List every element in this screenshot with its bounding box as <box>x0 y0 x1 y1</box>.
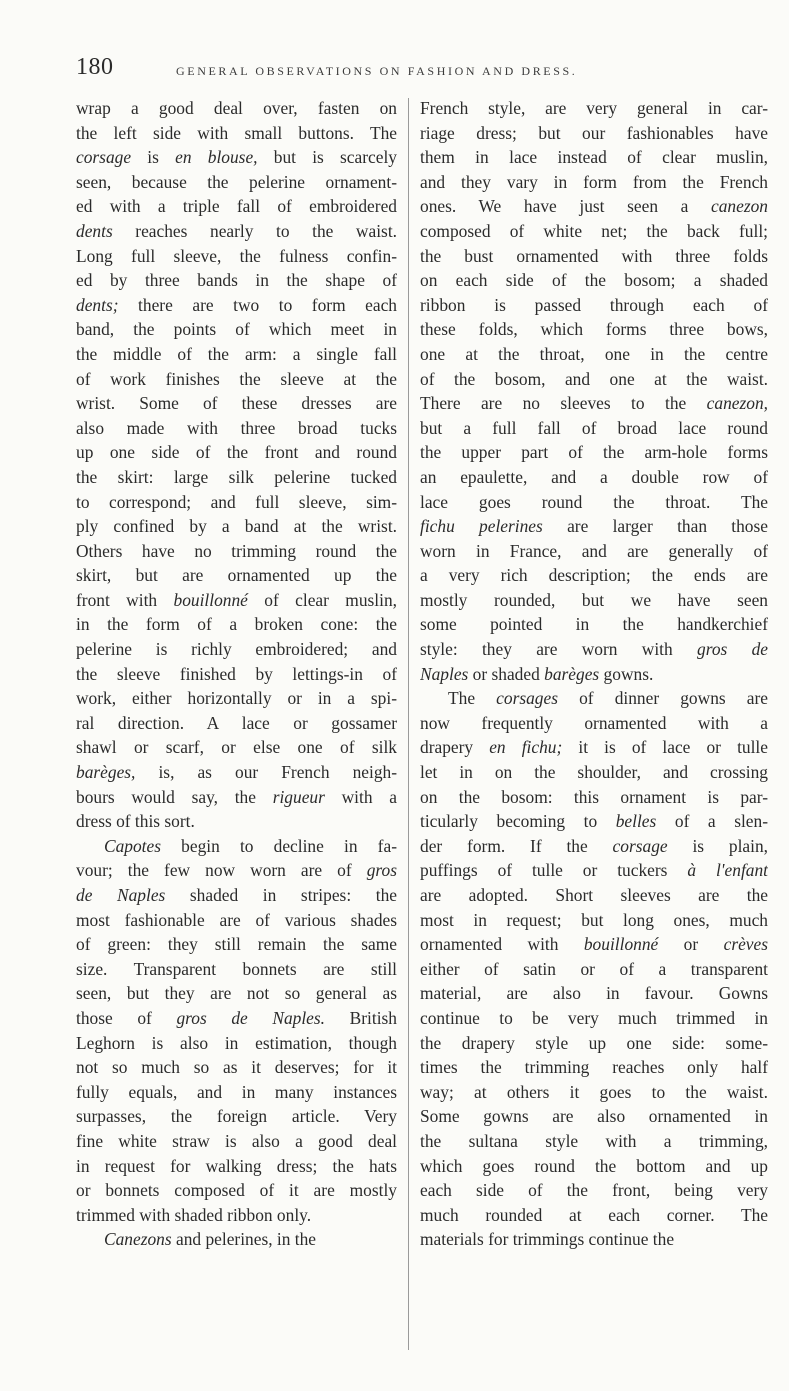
italic-text: belles <box>615 811 657 832</box>
text-line <box>76 539 397 564</box>
text-run: ed by three bands in the shape of <box>76 270 397 291</box>
italic-text: barèges <box>544 663 600 684</box>
text-run: the middle of the arm: a single fall <box>76 343 397 364</box>
text-line <box>76 932 397 957</box>
text-run: of a slen- <box>656 811 768 832</box>
text-run: ral direction. A lace or gossamer <box>76 712 397 733</box>
text-line <box>420 194 768 219</box>
text-run: is plain, <box>667 835 768 856</box>
italic-text: fichu pelerines <box>420 516 543 537</box>
text-run: each side of the front, being very <box>420 1180 768 1201</box>
text-line <box>76 1104 397 1129</box>
text-run: of clear muslin, <box>247 589 397 610</box>
text-line <box>420 883 768 908</box>
text-line <box>420 1104 768 1129</box>
text-line <box>76 440 397 465</box>
text-line <box>76 834 397 859</box>
left-column <box>76 96 397 1252</box>
text-run: much rounded at each corner. The <box>420 1204 768 1225</box>
italic-text: corsages <box>496 688 558 709</box>
text-line <box>420 662 768 687</box>
text-line <box>420 440 768 465</box>
text-run: these folds, which forms three bows, <box>420 319 768 340</box>
text-line <box>420 219 768 244</box>
text-run: shawl or scarf, or else one of silk <box>76 737 397 758</box>
text-line <box>420 1006 768 1031</box>
text-run: materials for trimmings continue the <box>420 1229 675 1250</box>
text-line <box>76 981 397 1006</box>
text-line <box>76 563 397 588</box>
right-column <box>420 96 768 1252</box>
italic-text: en fichu; <box>489 737 563 758</box>
text-run: worn in France, and are generally of <box>420 540 768 561</box>
text-run: and they vary in form from the French <box>420 171 768 192</box>
text-line <box>420 1154 768 1179</box>
text-run: also made with three broad tucks <box>76 417 397 438</box>
text-line <box>76 244 397 269</box>
text-run: front with <box>76 589 174 610</box>
text-run: in the form of a broken cone: the <box>76 614 397 635</box>
text-run: fully equals, and in many instances <box>76 1081 397 1102</box>
italic-text: dents <box>76 220 113 241</box>
text-line <box>420 1227 768 1252</box>
text-run: Leghorn is also in estimation, though <box>76 1032 397 1053</box>
italic-text: dents; <box>76 294 119 315</box>
text-run: and pelerines, in the <box>171 1229 317 1250</box>
text-line <box>76 268 397 293</box>
text-line <box>420 981 768 1006</box>
text-run: seen, because the pelerine ornament- <box>76 171 397 192</box>
text-run: one at the throat, one in the centre <box>420 343 768 364</box>
text-run: the sultana style with a trimming, <box>420 1130 768 1151</box>
text-run: of green: they still remain the same <box>76 934 397 955</box>
text-line <box>76 908 397 933</box>
italic-text: en blouse, <box>175 147 258 168</box>
text-run: lace goes round the throat. The <box>420 491 768 512</box>
text-run: wrist. Some of these dresses are <box>76 393 397 414</box>
text-run: is <box>131 147 176 168</box>
text-run: let in on the shoulder, and crossing <box>420 762 768 783</box>
text-run: which goes round the bottom and up <box>420 1155 768 1176</box>
text-line <box>420 1203 768 1228</box>
text-run: continue to be very much trimmed in <box>420 1007 768 1028</box>
text-line <box>420 96 768 121</box>
text-line <box>420 785 768 810</box>
text-run: dress of this sort. <box>76 811 195 832</box>
text-run: material, are also in favour. Gowns <box>420 983 768 1004</box>
text-run: the left side with small buttons. The <box>76 122 397 143</box>
text-run: pelerine is richly embroidered; and <box>76 639 397 660</box>
text-run: seen, but they are not so general as <box>76 983 397 1004</box>
text-line <box>76 490 397 515</box>
text-run: to correspond; and full sleeve, sim- <box>76 491 397 512</box>
text-line <box>76 342 397 367</box>
text-line <box>76 416 397 441</box>
italic-text: rigueur <box>272 786 325 807</box>
italic-text: barèges, <box>76 762 136 783</box>
page-number: 180 <box>76 54 114 80</box>
text-line <box>420 170 768 195</box>
text-line <box>420 244 768 269</box>
text-line <box>76 96 397 121</box>
text-run: it is of lace or tulle <box>562 737 768 758</box>
text-line <box>420 268 768 293</box>
text-run: mostly rounded, but we have seen <box>420 589 768 610</box>
text-line <box>420 1178 768 1203</box>
text-line <box>76 514 397 539</box>
text-line <box>420 1080 768 1105</box>
italic-text: gros <box>366 860 397 881</box>
text-line <box>76 785 397 810</box>
text-run: but a full fall of broad lace round <box>420 417 768 438</box>
text-line <box>420 858 768 883</box>
text-run: composed of white net; the back full; <box>420 220 768 241</box>
text-run: der form. If the <box>420 835 613 856</box>
text-line <box>76 711 397 736</box>
text-line <box>76 465 397 490</box>
italic-text: corsage <box>76 147 132 168</box>
text-run: begin to decline in fa- <box>161 835 397 856</box>
text-run: reaches nearly to the waist. <box>112 220 397 241</box>
text-line <box>76 637 397 662</box>
text-run: band, the points of which meet in <box>76 319 397 340</box>
text-line <box>76 858 397 883</box>
text-line <box>420 416 768 441</box>
italic-text: canezon <box>711 196 768 217</box>
running-head: GENERAL OBSERVATIONS ON FASHION AND DRESS. <box>176 64 578 78</box>
text-line <box>76 1129 397 1154</box>
text-run: most in request; but long ones, much <box>420 909 768 930</box>
text-run: the drapery style up one side: some- <box>420 1032 768 1053</box>
text-line <box>76 883 397 908</box>
text-line <box>76 612 397 637</box>
text-run: ed with a triple fall of embroidered <box>76 196 397 217</box>
text-line <box>420 342 768 367</box>
text-run: not so much so as it deserves; for it <box>76 1057 397 1078</box>
text-line <box>76 1178 397 1203</box>
text-line <box>420 711 768 736</box>
text-run: skirt, but are ornamented up the <box>76 565 397 586</box>
text-run: of the bosom, and one at the waist. <box>420 368 768 389</box>
text-line <box>420 735 768 760</box>
text-run: ribbon is passed through each of <box>420 294 768 315</box>
text-line <box>76 1006 397 1031</box>
text-line <box>76 735 397 760</box>
text-run: ornamented with <box>420 934 584 955</box>
text-run: an epaulette, and a double row of <box>420 466 768 487</box>
text-line <box>420 612 768 637</box>
text-line <box>420 760 768 785</box>
text-run: or shaded <box>468 663 545 684</box>
text-run: size. Transparent bonnets are still <box>76 958 397 979</box>
text-run: are adopted. Short sleeves are the <box>420 885 768 905</box>
text-line <box>420 1055 768 1080</box>
text-run: ticularly becoming to <box>420 811 616 832</box>
text-run: times the trimming reaches only half <box>420 1057 768 1078</box>
italic-text: Naples <box>420 663 469 684</box>
italic-text: gros de <box>697 639 768 660</box>
text-run: Others have no trimming round the <box>76 540 397 561</box>
italic-text: bouillonné <box>583 934 659 955</box>
text-run: wrap a good deal over, fasten on <box>76 98 397 118</box>
text-run: Some gowns are also ornamented in <box>420 1106 768 1127</box>
italic-text: corsage <box>612 835 668 856</box>
text-run: in request for walking dress; the hats <box>76 1155 397 1176</box>
text-run: ones. We have just seen a <box>420 196 711 217</box>
text-run: the sleeve finished by lettings-in of <box>76 663 397 684</box>
text-run: fine white straw is also a good deal <box>76 1130 397 1151</box>
text-line <box>420 490 768 515</box>
text-line <box>76 145 397 170</box>
text-line <box>420 121 768 146</box>
text-line <box>420 809 768 834</box>
text-line <box>420 1031 768 1056</box>
text-line <box>420 317 768 342</box>
text-line <box>420 563 768 588</box>
text-line <box>76 293 397 318</box>
column-divider <box>408 98 409 1350</box>
text-line <box>76 1227 397 1252</box>
text-line <box>420 539 768 564</box>
text-line <box>420 932 768 957</box>
text-run: vour; the few now worn are of <box>76 860 367 881</box>
text-run: French style, are very general in car- <box>420 98 768 118</box>
text-run: gowns. <box>599 663 654 684</box>
text-line <box>420 293 768 318</box>
text-line <box>420 1129 768 1154</box>
text-line <box>420 588 768 613</box>
text-line <box>76 391 397 416</box>
text-run: way; at others it goes to the waist. <box>420 1081 768 1102</box>
text-line <box>76 194 397 219</box>
text-run: the bust ornamented with three folds <box>420 245 768 266</box>
text-run: Long full sleeve, the fulness confin- <box>76 245 397 266</box>
text-run: on each side of the bosom; a shaded <box>420 270 768 291</box>
text-run: There are no sleeves to the <box>420 393 707 414</box>
text-run: shaded in stripes: the <box>165 885 397 905</box>
text-run: either of satin or of a transparent <box>420 958 768 979</box>
text-run: most fashionable are of various shades <box>76 909 397 930</box>
text-line <box>76 170 397 195</box>
text-run: surpasses, the foreign article. Very <box>76 1106 397 1127</box>
text-line <box>76 1055 397 1080</box>
text-line <box>76 809 397 834</box>
text-line <box>76 760 397 785</box>
italic-text: Canezons <box>104 1229 172 1250</box>
text-run: trimmed with shaded ribbon only. <box>76 1204 312 1225</box>
text-run: but is scarcely <box>257 147 397 168</box>
italic-text: à l'enfant <box>687 860 768 881</box>
text-line <box>76 121 397 146</box>
text-line <box>76 957 397 982</box>
text-line <box>420 391 768 416</box>
text-run: of work finishes the sleeve at the <box>76 368 397 389</box>
text-run: work, either horizontally or in a spi- <box>76 688 397 709</box>
text-run: puffings of tulle or tuckers <box>420 860 688 881</box>
text-line <box>76 317 397 342</box>
text-run: now frequently ornamented with a <box>420 712 768 733</box>
text-line <box>76 588 397 613</box>
text-line <box>76 1080 397 1105</box>
text-line <box>420 145 768 170</box>
text-run: with a <box>324 786 397 807</box>
italic-text: gros de Naples. <box>176 1007 326 1028</box>
text-run: is, as our French neigh- <box>135 762 397 783</box>
text-line <box>76 662 397 687</box>
text-line <box>420 514 768 539</box>
italic-text: crèves <box>723 934 768 955</box>
text-line <box>420 465 768 490</box>
text-run: drapery <box>420 737 490 758</box>
text-run: ply confined by a band at the wrist. <box>76 516 397 537</box>
text-run: The <box>448 688 497 709</box>
text-line <box>76 686 397 711</box>
text-line <box>420 367 768 392</box>
italic-text: de Naples <box>76 885 166 905</box>
text-run: of dinner gowns are <box>557 688 768 709</box>
text-run: style: they are worn with <box>420 639 697 660</box>
text-line <box>420 637 768 662</box>
text-run: the upper part of the arm-hole forms <box>420 442 768 463</box>
text-run: some pointed in the handkerchief <box>420 614 768 635</box>
italic-text: canezon, <box>706 393 768 414</box>
text-run: are larger than those <box>542 516 768 537</box>
text-run: bours would say, the <box>76 786 273 807</box>
text-run: up one side of the front and round <box>76 442 397 463</box>
text-run: there are two to form each <box>118 294 397 315</box>
text-line <box>420 834 768 859</box>
text-run: or <box>658 934 724 955</box>
text-line <box>76 1031 397 1056</box>
text-line <box>420 957 768 982</box>
italic-text: bouillonné <box>173 589 248 610</box>
text-run: or bonnets composed of it are mostly <box>76 1180 397 1201</box>
text-run: British <box>325 1007 397 1028</box>
text-run: on the bosom: this ornament is par- <box>420 786 768 807</box>
text-line <box>76 1154 397 1179</box>
text-run: a very rich description; the ends are <box>420 565 768 586</box>
text-line <box>420 686 768 711</box>
text-run: those of <box>76 1007 177 1028</box>
text-run: riage dress; but our fashionables have <box>420 122 768 143</box>
text-run: them in lace instead of clear muslin, <box>420 147 768 168</box>
text-run: the skirt: large silk pelerine tucked <box>76 466 397 487</box>
italic-text: Capotes <box>104 835 162 856</box>
text-line <box>76 367 397 392</box>
text-line <box>420 908 768 933</box>
text-line <box>76 219 397 244</box>
text-line <box>76 1203 397 1228</box>
